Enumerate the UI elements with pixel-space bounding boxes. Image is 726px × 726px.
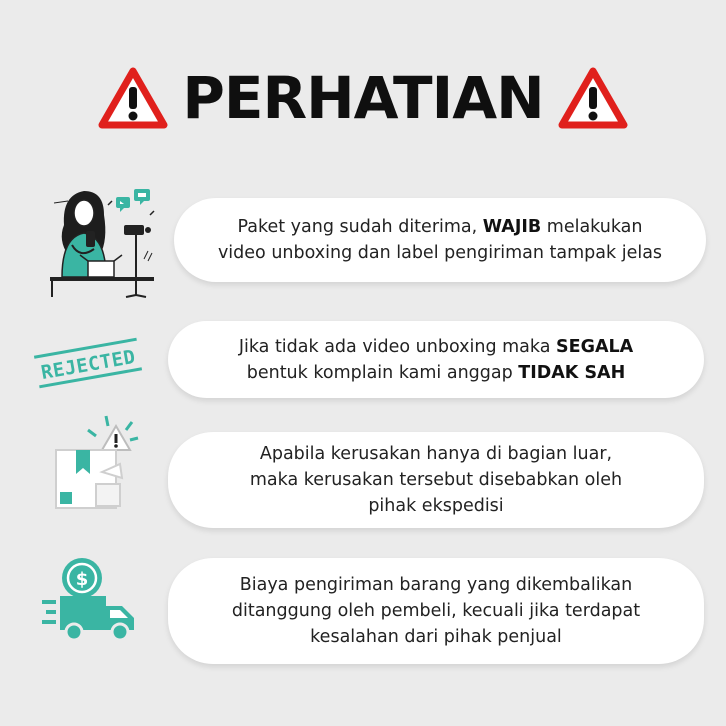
notice-emphasis: TIDAK SAH <box>518 362 626 383</box>
damaged-package-icon <box>46 412 152 518</box>
rejected-stamp <box>30 331 146 395</box>
notice-card-return-cost <box>168 558 704 664</box>
svg-text:$: $ <box>75 569 89 590</box>
notice-segment: pihak ekspedisi <box>368 496 504 516</box>
notice-segment: video unboxing dan label pengiriman tampak jelas <box>217 243 663 263</box>
notice-segment: kesalahan dari pihak penjual <box>310 627 562 647</box>
notice-line <box>232 572 640 598</box>
notice-segment: Jika tidak ada video unboxing maka <box>238 336 557 357</box>
notice-line <box>239 334 633 360</box>
notice-text <box>239 334 633 386</box>
warning-triangle-icon <box>558 67 628 129</box>
shipping-cost-truck-icon <box>40 556 140 646</box>
header <box>0 58 726 138</box>
notice-segment: maka kerusakan tersebut disebabkan oleh <box>249 470 623 490</box>
notice-line <box>250 493 622 519</box>
notice-text <box>250 441 622 519</box>
notice-segment: melakukan <box>541 217 643 237</box>
notice-line <box>239 360 633 386</box>
notice-emphasis: SEGALA <box>556 336 634 357</box>
notice-card-complaint <box>168 321 704 398</box>
notice-line <box>250 467 622 493</box>
notice-card-damage <box>168 432 704 528</box>
notice-card-unboxing <box>174 198 706 282</box>
notice-segment: Apabila kerusakan hanya di bagian luar, <box>259 444 613 464</box>
notice-line <box>250 441 622 467</box>
notice-line <box>232 624 640 650</box>
notice-line <box>232 598 640 624</box>
notice-text <box>218 214 662 266</box>
page-title: PERHATIAN <box>182 64 544 132</box>
notice-text <box>232 572 640 650</box>
notice-line <box>218 214 662 240</box>
notice-segment: ditanggung oleh pembeli, kecuali jika terdapat <box>231 601 641 621</box>
notice-segment: Paket yang sudah diterima, <box>237 217 483 237</box>
notice-emphasis: WAJIB <box>482 217 542 237</box>
woman-filming-unboxing-illustration <box>44 185 160 301</box>
warning-triangle-icon <box>98 67 168 129</box>
stamp-text: REJECTED <box>39 345 138 385</box>
notice-line <box>218 240 662 266</box>
notice-segment: bentuk komplain kami anggap <box>246 362 519 383</box>
notice-segment: Biaya pengiriman barang yang dikembalikan <box>239 575 633 595</box>
